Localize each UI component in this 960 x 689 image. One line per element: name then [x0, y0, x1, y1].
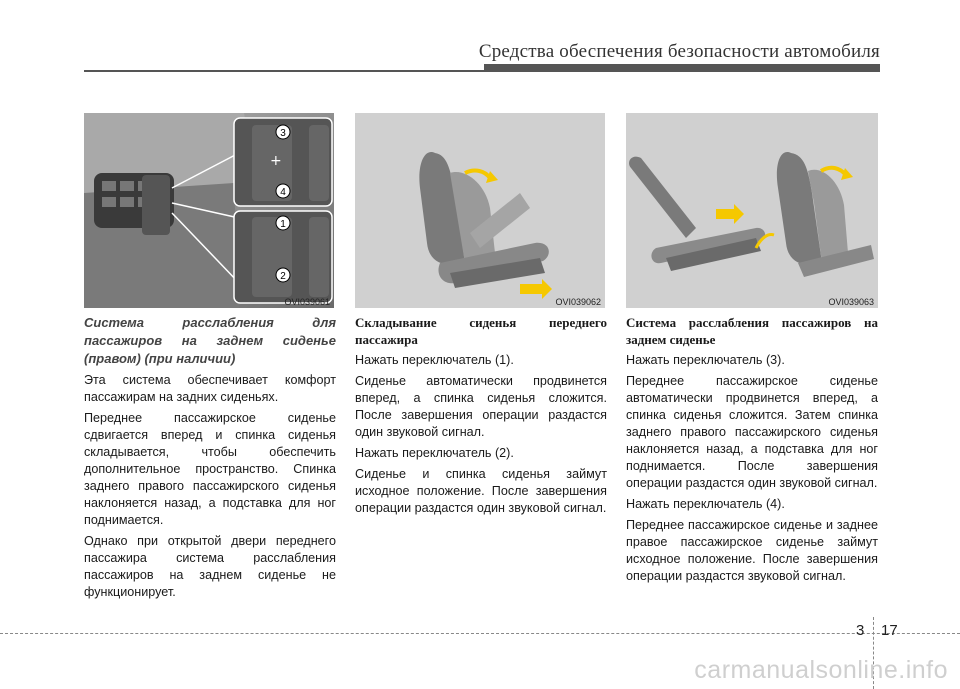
column-heading: Складывание сиденья переднего пассажира: [355, 315, 607, 347]
page-number: 17: [881, 622, 898, 639]
callout-label-2: 2: [280, 271, 286, 282]
paragraph: Переднее пассажирское сиденье и заднее правое пассажирское сиденье займут исходное положение. После завершения операции раздастся звуковой сигнал.: [626, 518, 878, 583]
chapter-number: 3: [856, 622, 865, 639]
paragraph: Нажать переключатель (3).: [626, 353, 785, 367]
paragraph: Эта система обеспечивает комфорт пассажирам на задних сиденьях.: [84, 373, 336, 404]
paragraph: Нажать переключатель (2).: [355, 446, 514, 460]
figure-relaxation-system: [626, 113, 878, 308]
watermark: carmanualsonline.info: [694, 656, 948, 684]
paragraph: Переднее пассажирское сиденье сдвигается вперед и спинка сиденья складывается, чтобы обеспечить дополнительное пространство. Спинка заднего правого пассажирского сиденья наклоняется назад, а подставка для ног поднимается.: [84, 411, 336, 527]
paragraph: Переднее пассажирское сиденье автоматически продвинется вперед, а спинка сиденья сложится. Затем спинка заднего правого пассажирского сиденья наклоняется назад, а подставка для ног поднимается. После завершения операции раздастся один звуковой сигнал.: [626, 374, 878, 490]
callout-label-1: 1: [280, 219, 286, 230]
header-rule: [84, 70, 880, 72]
paragraph: Нажать переключатель (1).: [355, 353, 514, 367]
paragraph: Нажать переключатель (4).: [626, 497, 785, 511]
section-title: Средства обеспечения безопасности автомобиля: [478, 41, 880, 62]
callout-2: [276, 268, 290, 282]
figure-door-switches: [84, 113, 334, 308]
callout-3: [276, 125, 290, 139]
callout-4: [276, 184, 290, 198]
column-front-seat-fold: [355, 314, 607, 521]
column-heading: Система расслабления пассажиров на заднем сиденье: [626, 315, 878, 347]
figure-code: OVI039062: [555, 297, 601, 307]
figure-front-seat-fold: [355, 113, 605, 308]
callout-label-4: 4: [280, 187, 286, 198]
column-heading: Система расслабления для пассажиров на заднем сиденье (правом) (при наличии): [84, 315, 336, 366]
figure-code: OVI039061: [284, 297, 330, 307]
relaxation-illustration: [626, 113, 878, 308]
paragraph: Сиденье автоматически продвинется вперед, а спинка сиденья сложится. После завершения операции раздастся один звуковой сигнал.: [355, 374, 607, 439]
svg-text:+: +: [270, 153, 282, 169]
callout-1: [276, 216, 290, 230]
paragraph: Сиденье и спинка сиденья займут исходное положение. После завершения операции раздастся один звуковой сигнал.: [355, 467, 607, 515]
column-relaxation-right: [84, 314, 336, 605]
callout-label-3: 3: [280, 128, 286, 139]
footer-rule: [0, 633, 960, 634]
front-seat-illustration: [355, 113, 605, 308]
paragraph: Однако при открытой двери переднего пассажира система расслабления пассажиров на заднем сиденье не функционирует.: [84, 534, 336, 599]
door-switches-illustration: [84, 113, 334, 308]
figure-code: OVI039063: [828, 297, 874, 307]
column-relaxation-system: [626, 314, 878, 589]
